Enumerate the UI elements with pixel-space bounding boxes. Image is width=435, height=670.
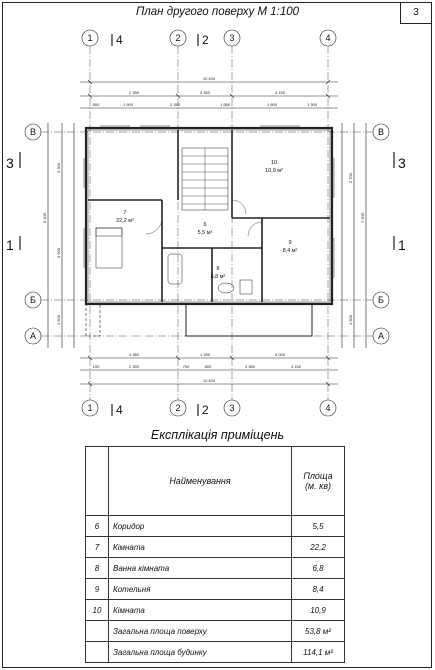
total-house-label: Загальна площа будинку [109, 642, 292, 663]
dim-top-chain2-e: 1 800 [266, 102, 278, 107]
section-mark-4-top: 4 [116, 33, 123, 47]
room-9-number: 9 [288, 240, 292, 246]
dim-top-chain1-a: 2 350 [128, 90, 140, 95]
dim-right-chain-b: 7 300 [360, 212, 365, 224]
dim-bottom-total: 10 400 [202, 378, 216, 383]
dim-top-chain2-b: 1 900 [122, 102, 134, 107]
row-name: Ванна кімната [109, 558, 292, 579]
dim-right-chain-a: 2 700 [348, 172, 353, 184]
dim-top-chain1-c: 4 150 [274, 90, 286, 95]
row-name: Кімната [109, 537, 292, 558]
axis-label-4-bottom: 4 [325, 403, 331, 413]
row-name: Котельня [109, 579, 292, 600]
header-area [292, 447, 345, 516]
plan-title: План другого поверху М 1:100 [135, 6, 300, 18]
section-mark-2-top: 2 [202, 33, 209, 47]
axis-label-b-left: Б [30, 295, 36, 305]
dim-top-total: 10 400 [202, 76, 216, 81]
total-house-row [86, 642, 345, 663]
dim-bottom-chain2-f: 4 150 [290, 364, 302, 369]
dim-left-chain-a: 3 300 [56, 162, 61, 174]
dim-bottom-chain1-a: 4 380 [128, 352, 140, 357]
header-area-line2: (м. кв) [304, 481, 332, 491]
axis-label-a-left: А [29, 331, 37, 341]
dim-left-total: 8 400 [42, 212, 47, 224]
axis-label-a-right: А [377, 331, 385, 341]
section-mark-4-bottom: 4 [116, 403, 123, 417]
dim-right-chain-c: 1 500 [348, 314, 353, 326]
room-10-number: 10 [270, 160, 278, 166]
table-row [86, 579, 345, 600]
total-floor-value: 53,8 м² [292, 621, 345, 642]
table-row [86, 558, 345, 579]
sheet-number: 3 [400, 3, 431, 24]
explication-header-row [86, 447, 345, 516]
section-mark-3-right: 3 [398, 155, 406, 171]
room-7-number: 7 [123, 210, 127, 216]
header-name: Найменування [109, 447, 292, 516]
room-6-number: 6 [203, 222, 207, 228]
section-mark-1-left: 1 [6, 237, 14, 253]
axis-label-1-top: 1 [87, 33, 93, 43]
row-area: 22,2 [292, 537, 345, 558]
dim-left-chain-c: 1 500 [56, 314, 61, 326]
room-6-area: 5,5 м² [197, 230, 213, 236]
total-floor-row [86, 621, 345, 642]
row-name: Коридор [109, 516, 292, 537]
row-area: 10,9 [292, 600, 345, 621]
dim-top-chain2-f: 1 300 [306, 102, 318, 107]
floor-plan-drawing [0, 18, 435, 418]
table-row [86, 600, 345, 621]
row-area: 5,5 [292, 516, 345, 537]
section-mark-3-left: 3 [6, 155, 14, 171]
axis-label-3-top: 3 [229, 33, 235, 43]
room-8-number: 8 [216, 266, 220, 272]
row-num: 6 [86, 516, 109, 537]
axis-label-1-bottom: 1 [87, 403, 93, 413]
dim-top-chain2-a: 900 [92, 102, 100, 107]
dim-top-chain2-d: 1 950 [219, 102, 231, 107]
total-house-value: 114,1 м² [292, 642, 345, 663]
row-area: 6,8 [292, 558, 345, 579]
dim-bottom-chain2-b: 2 350 [128, 364, 140, 369]
row-name: Кімната [109, 600, 292, 621]
dim-bottom-chain2-e: 3 350 [244, 364, 256, 369]
row-num: 9 [86, 579, 109, 600]
section-mark-2-bottom: 2 [202, 403, 209, 417]
dim-bottom-chain1-c: 4 000 [274, 352, 286, 357]
room-7-area: 22,2 м² [116, 218, 134, 224]
header-num [86, 447, 109, 516]
section-mark-1-right: 1 [398, 237, 406, 253]
dim-bottom-chain2-c: 700 [182, 364, 190, 369]
explication-table [85, 446, 345, 663]
row-num-empty [86, 621, 109, 642]
header-area-line1: Площа [303, 471, 333, 481]
axis-label-2-bottom: 2 [175, 403, 181, 413]
axis-label-2-top: 2 [175, 33, 181, 43]
room-10-area: 10,9 м² [265, 168, 283, 174]
axis-label-4-top: 4 [325, 33, 331, 43]
dim-bottom-chain2-d: 800 [204, 364, 212, 369]
row-num: 10 [86, 600, 109, 621]
room-9-area: 8,4 м² [282, 248, 298, 254]
dim-bottom-chain1-b: 1 350 [199, 352, 211, 357]
room-8-area: 6,8 м² [210, 274, 226, 280]
row-num: 8 [86, 558, 109, 579]
row-num: 7 [86, 537, 109, 558]
table-row [86, 516, 345, 537]
dim-top-chain1-b: 3 350 [199, 90, 211, 95]
dim-top-chain2-c: 2 350 [169, 102, 181, 107]
row-area: 8,4 [292, 579, 345, 600]
axis-label-b-right: Б [378, 295, 384, 305]
total-floor-label: Загальна площа поверху [109, 621, 292, 642]
table-row [86, 537, 345, 558]
axis-label-v-left: В [29, 127, 37, 137]
explication-title: Експлікація приміщень [150, 428, 285, 442]
dim-left-chain-b: 3 600 [56, 247, 61, 259]
axis-label-3-bottom: 3 [229, 403, 235, 413]
dim-bottom-chain2-a: 150 [92, 364, 100, 369]
row-num-empty [86, 642, 109, 663]
axis-label-v-right: В [377, 127, 385, 137]
